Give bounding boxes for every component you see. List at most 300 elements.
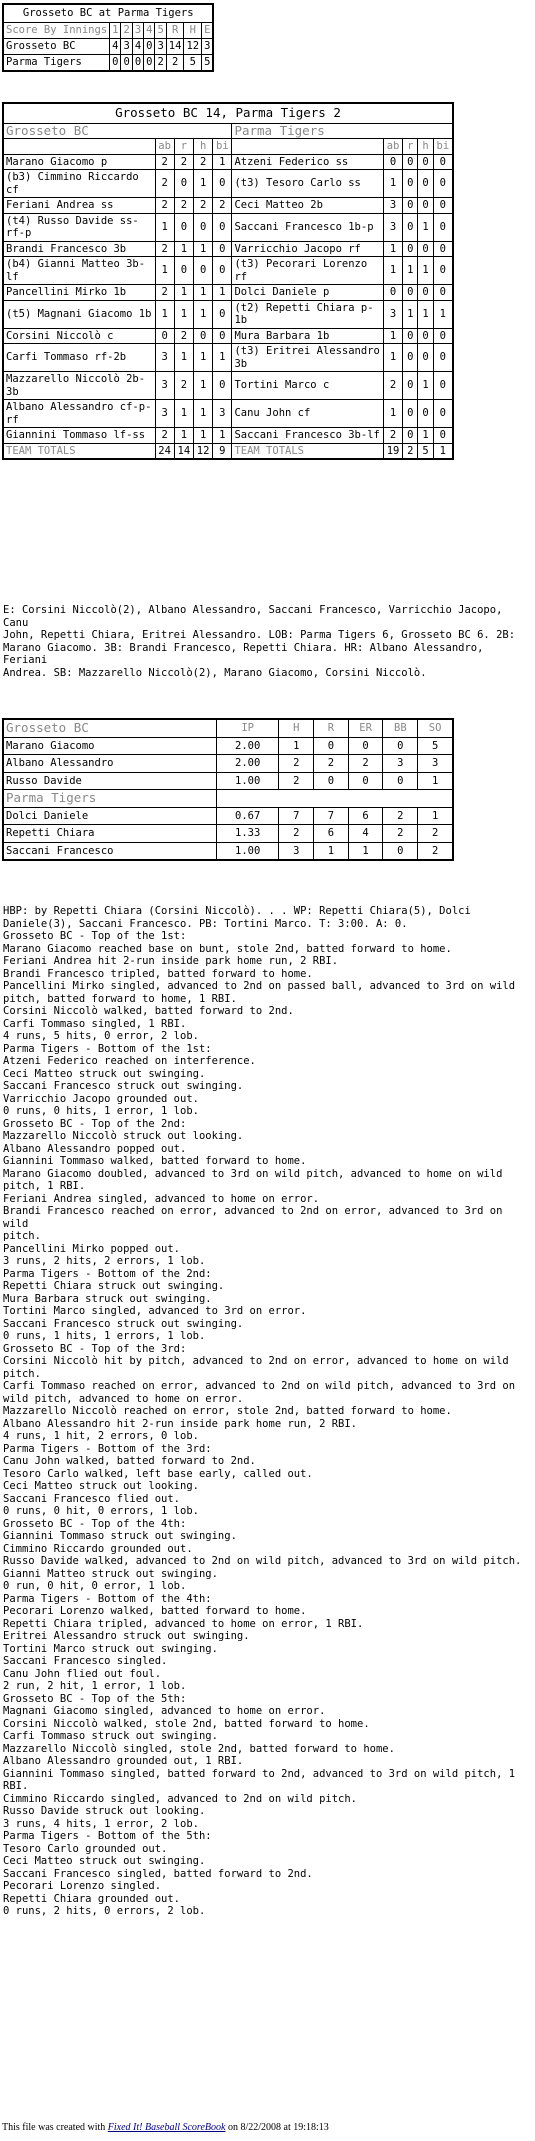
away-stat: 1 bbox=[193, 400, 212, 428]
pbp-line: Mazzarello Niccolò struck out looking. bbox=[3, 1130, 244, 1142]
pitching-stat: 1 bbox=[348, 842, 383, 860]
pbp-line: 3 runs, 4 hits, 1 error, 2 lob. bbox=[3, 1817, 199, 1830]
pbp-line: Parma Tigers - Bottom of the 1st: bbox=[3, 1042, 212, 1055]
home-stat: 0 bbox=[433, 198, 453, 214]
pbp-line: Russo Davide struck out looking. bbox=[3, 1805, 206, 1817]
pbp-line: Repetti Chiara tripled, advanced to home on error, 1 RBI. bbox=[3, 1617, 364, 1630]
pitching-stat: 1 bbox=[279, 737, 314, 755]
pitching-stat: 2 bbox=[279, 755, 314, 773]
pbp-line: HBP: by Repetti Chiara (Corsini Niccolò). . . WP: Repetti Chiara(5), Dolci bbox=[3, 905, 471, 917]
pitching-table bbox=[2, 718, 454, 861]
home-stat: 0 bbox=[418, 198, 433, 214]
pitching-stat: 0 bbox=[314, 737, 349, 755]
team-total-h: 12 bbox=[184, 39, 202, 55]
pitching-stat: 2 bbox=[279, 772, 314, 790]
pbp-line: Corsini Niccolò hit by pitch, advanced to 2nd on error, advanced to home on wild bbox=[3, 1355, 509, 1367]
pbp-line: Feriani Andrea hit 2-run inside park home run, 2 RBI. bbox=[3, 955, 339, 967]
home-stat: 0 bbox=[418, 241, 433, 257]
pitching-stat: 0 bbox=[383, 737, 418, 755]
home-stat: 0 bbox=[403, 154, 418, 170]
home-stat: 0 bbox=[403, 241, 418, 257]
pbp-line: Saccani Francesco flied out. bbox=[3, 1492, 181, 1505]
pbp-line: Carfi Tommaso reached on error, advanced to 2nd on wild pitch, advanced to 3rd on bbox=[3, 1380, 516, 1392]
blank-header bbox=[232, 139, 383, 155]
away-stat: 2 bbox=[155, 170, 174, 198]
pbp-line: Saccani Francesco singled. bbox=[3, 1655, 168, 1667]
pbp-line: Mazzarello Niccolò reached on error, stole 2nd, batted forward to home. bbox=[3, 1405, 452, 1417]
pitching-row bbox=[3, 825, 453, 843]
box-score-table bbox=[2, 102, 454, 460]
pitching-stat: 0 bbox=[383, 842, 418, 860]
inning-header: 3 bbox=[132, 23, 143, 39]
away-stat: 0 bbox=[193, 257, 212, 285]
home-team-heading: Parma Tigers bbox=[232, 123, 453, 139]
pitching-stat: 3 bbox=[279, 842, 314, 860]
away-stat: 3 bbox=[155, 344, 174, 372]
pitching-row bbox=[3, 772, 453, 790]
pitching-stat: 2 bbox=[348, 755, 383, 773]
pitcher-name: Repetti Chiara bbox=[3, 825, 216, 843]
home-stat: 0 bbox=[403, 328, 418, 344]
pbp-line: 0 runs, 0 hit, 0 errors, 1 lob. bbox=[3, 1505, 199, 1517]
pbp-line: 3 runs, 2 hits, 2 errors, 1 lob. bbox=[3, 1255, 206, 1267]
away-stat: 0 bbox=[213, 241, 232, 257]
home-player: (t3) Eritrei Alessandro 3b bbox=[232, 344, 383, 372]
away-stat: 2 bbox=[155, 198, 174, 214]
pitching-stat: 2 bbox=[314, 755, 349, 773]
away-stat: 1 bbox=[174, 344, 193, 372]
team-name: Grosseto BC bbox=[3, 39, 110, 55]
linescore-row bbox=[3, 55, 213, 72]
home-player: (t3) Pecorari Lorenzo rf bbox=[232, 257, 383, 285]
pbp-line: pitch. bbox=[3, 1367, 41, 1380]
home-stat: 0 bbox=[418, 400, 433, 428]
away-stat: 2 bbox=[155, 428, 174, 444]
home-stat: 1 bbox=[418, 213, 433, 241]
pbp-line: Saccani Francesco singled, batted forward to 2nd. bbox=[3, 1867, 313, 1880]
stat-header: h bbox=[193, 139, 212, 155]
home-stat: 1 bbox=[383, 170, 402, 198]
pitching-stat: 0 bbox=[348, 737, 383, 755]
pbp-line: Tesoro Carlo walked, left base early, called out. bbox=[3, 1467, 313, 1480]
away-stat: 1 bbox=[155, 257, 174, 285]
stat-header: h bbox=[418, 139, 433, 155]
pbp-line: pitch, batted forward to home, 1 RBI. bbox=[3, 992, 237, 1005]
box-row bbox=[3, 213, 453, 241]
pbp-line: Tesoro Carlo grounded out. bbox=[3, 1842, 168, 1855]
away-stat: 1 bbox=[213, 154, 232, 170]
pitching-stat: 1 bbox=[418, 807, 453, 825]
away-stat: 0 bbox=[213, 328, 232, 344]
total-header: H bbox=[184, 23, 202, 39]
pitcher-name: Dolci Daniele bbox=[3, 807, 216, 825]
pitching-row bbox=[3, 807, 453, 825]
box-row bbox=[3, 300, 453, 328]
home-stat: 0 bbox=[403, 372, 418, 400]
home-stat: 1 bbox=[383, 241, 402, 257]
stat-header: r bbox=[174, 139, 193, 155]
inning-runs: 0 bbox=[144, 55, 155, 72]
team-total-r: 14 bbox=[166, 39, 184, 55]
pbp-line: Corsini Niccolò walked, batted forward to 2nd. bbox=[3, 1005, 294, 1017]
home-stat: 1 bbox=[383, 328, 402, 344]
home-stat: 1 bbox=[383, 344, 402, 372]
inning-header: 4 bbox=[144, 23, 155, 39]
home-stat: 0 bbox=[403, 344, 418, 372]
pitching-stat: 1.33 bbox=[216, 825, 279, 843]
away-stat: 0 bbox=[174, 170, 193, 198]
home-stat: 0 bbox=[403, 170, 418, 198]
pbp-line: Saccani Francesco struck out swinging. bbox=[3, 1317, 244, 1330]
pitching-team-name: Parma Tigers bbox=[3, 790, 216, 808]
home-player: (t2) Repetti Chiara p-1b bbox=[232, 300, 383, 328]
pbp-line: Ceci Matteo struck out swinging. bbox=[3, 1067, 206, 1080]
away-stat: 2 bbox=[174, 154, 193, 170]
pitching-stat-header: R bbox=[314, 719, 349, 737]
home-stat: 0 bbox=[433, 170, 453, 198]
pitching-spacer bbox=[216, 790, 453, 808]
away-stat: 2 bbox=[213, 198, 232, 214]
pbp-line: Parma Tigers - Bottom of the 4th: bbox=[3, 1592, 212, 1605]
away-totals-label: TEAM TOTALS bbox=[3, 443, 155, 459]
home-stat: 0 bbox=[433, 257, 453, 285]
home-stat: 0 bbox=[433, 372, 453, 400]
away-stat: 1 bbox=[174, 428, 193, 444]
pbp-line: 2 run, 2 hit, 1 error, 1 lob. bbox=[3, 1680, 187, 1692]
away-stat: 0 bbox=[213, 300, 232, 328]
blank-header bbox=[3, 139, 155, 155]
home-player: Saccani Francesco 1b-p bbox=[232, 213, 383, 241]
away-stat: 1 bbox=[155, 300, 174, 328]
scorebook-link[interactable]: Fixed It! Baseball ScoreBook bbox=[107, 2122, 226, 2133]
away-stat: 0 bbox=[174, 213, 193, 241]
home-stat: 2 bbox=[383, 428, 402, 444]
away-player: (t5) Magnani Giacomo 1b bbox=[3, 300, 155, 328]
away-stat: 2 bbox=[155, 154, 174, 170]
home-player: Varricchio Jacopo rf bbox=[232, 241, 383, 257]
away-player: (b3) Cimmino Riccardo cf bbox=[3, 170, 155, 198]
pitching-stat: 2.00 bbox=[216, 755, 279, 773]
footer-suffix: on 8/22/2008 at 19:18:13 bbox=[225, 2122, 329, 2133]
pitching-stat-header: BB bbox=[383, 719, 418, 737]
pbp-line: Giannini Tommaso walked, batted forward to home. bbox=[3, 1155, 307, 1167]
away-stat: 1 bbox=[155, 213, 174, 241]
home-player: Tortini Marco c bbox=[232, 372, 383, 400]
home-stat: 0 bbox=[403, 428, 418, 444]
pitching-stat: 7 bbox=[279, 807, 314, 825]
pitching-stat: 0.67 bbox=[216, 807, 279, 825]
away-stat: 2 bbox=[193, 154, 212, 170]
pbp-line: Brandi Francesco tripled, batted forward to home. bbox=[3, 967, 313, 980]
away-stat: 1 bbox=[174, 285, 193, 301]
notes-line: Andrea. SB: Mazzarello Niccolò(2), Marano Giacomo, Corsini Niccolò. bbox=[3, 666, 427, 679]
pitching-row bbox=[3, 755, 453, 773]
home-player: Dolci Daniele p bbox=[232, 285, 383, 301]
team-name: Parma Tigers bbox=[3, 55, 110, 72]
pitching-stat-header: H bbox=[279, 719, 314, 737]
home-stat: 1 bbox=[433, 300, 453, 328]
pbp-line: Grosseto BC - Top of the 5th: bbox=[3, 1692, 187, 1705]
pbp-line: Gianni Matteo struck out swinging. bbox=[3, 1567, 218, 1580]
away-stat: 2 bbox=[174, 372, 193, 400]
stat-header: bi bbox=[433, 139, 453, 155]
linescore-title: Grosseto BC at Parma Tigers bbox=[3, 4, 213, 23]
away-stat: 0 bbox=[174, 257, 193, 285]
away-player: Carfi Tommaso rf-2b bbox=[3, 344, 155, 372]
pitching-stat-header: IP bbox=[216, 719, 279, 737]
away-player: Brandi Francesco 3b bbox=[3, 241, 155, 257]
inning-header: 2 bbox=[121, 23, 132, 39]
pbp-line: Marano Giacomo reached base on bunt, stole 2nd, batted forward to home. bbox=[3, 942, 452, 955]
pbp-line: wild pitch, advanced to home on error. bbox=[3, 1392, 244, 1405]
away-stat: 0 bbox=[213, 213, 232, 241]
notes-line: Marano Giacomo. 3B: Brandi Francesco, Repetti Chiara. HR: Albano Alessandro, Feriani bbox=[3, 641, 484, 666]
home-stat: 3 bbox=[383, 198, 402, 214]
away-player: Giannini Tommaso lf-ss bbox=[3, 428, 155, 444]
inning-header: 5 bbox=[155, 23, 166, 39]
home-stat: 1 bbox=[383, 400, 402, 428]
away-stat: 1 bbox=[213, 285, 232, 301]
pitching-stat: 7 bbox=[314, 807, 349, 825]
pbp-line: 4 runs, 5 hits, 0 error, 2 lob. bbox=[3, 1030, 199, 1042]
pbp-line: 0 runs, 1 hits, 1 errors, 1 lob. bbox=[3, 1330, 206, 1342]
pbp-line: Albano Alessandro grounded out, 1 RBI. bbox=[3, 1755, 244, 1767]
pitching-stat: 2 bbox=[418, 825, 453, 843]
away-stat: 1 bbox=[174, 241, 193, 257]
pitching-stat: 0 bbox=[383, 772, 418, 790]
pitching-stat: 1.00 bbox=[216, 842, 279, 860]
home-stat: 0 bbox=[403, 285, 418, 301]
box-row bbox=[3, 154, 453, 170]
box-row bbox=[3, 372, 453, 400]
pbp-line: Grosseto BC - Top of the 4th: bbox=[3, 1517, 187, 1530]
stat-header: bi bbox=[213, 139, 232, 155]
away-stat: 1 bbox=[193, 344, 212, 372]
home-player: Saccani Francesco 3b-lf bbox=[232, 428, 383, 444]
pbp-line: Ceci Matteo struck out swinging. bbox=[3, 1855, 206, 1867]
away-stat: 0 bbox=[213, 170, 232, 198]
pbp-line: 4 runs, 1 hit, 2 errors, 0 lob. bbox=[3, 1430, 199, 1442]
home-player: Atzeni Federico ss bbox=[232, 154, 383, 170]
pitching-row bbox=[3, 842, 453, 860]
pitching-stat: 4 bbox=[348, 825, 383, 843]
away-player: Pancellini Mirko 1b bbox=[3, 285, 155, 301]
pitching-stat: 0 bbox=[314, 772, 349, 790]
pbp-line: Magnani Giacomo singled, advanced to home on error. bbox=[3, 1705, 326, 1717]
away-stat: 0 bbox=[213, 257, 232, 285]
box-row bbox=[3, 428, 453, 444]
box-row bbox=[3, 285, 453, 301]
team-total-e: 5 bbox=[202, 55, 214, 72]
away-stat: 0 bbox=[193, 213, 212, 241]
footer-prefix: This file was created with bbox=[2, 2122, 108, 2133]
pitching-stat: 2.00 bbox=[216, 737, 279, 755]
home-stat: 1 bbox=[418, 257, 433, 285]
total-header: E bbox=[202, 23, 214, 39]
away-player: (t4) Russo Davide ss-rf-p bbox=[3, 213, 155, 241]
home-stat: 0 bbox=[433, 344, 453, 372]
home-stat: 3 bbox=[383, 213, 402, 241]
home-stat: 1 bbox=[403, 300, 418, 328]
pbp-line: Cimmino Riccardo singled, advanced to 2nd on wild pitch. bbox=[3, 1792, 358, 1805]
away-stat: 3 bbox=[155, 400, 174, 428]
away-team-heading: Grosseto BC bbox=[3, 123, 232, 139]
pbp-line: Grosseto BC - Top of the 2nd: bbox=[3, 1117, 187, 1130]
notes-line: E: Corsini Niccolò(2), Albano Alessandro, Saccani Francesco, Varricchio Jacopo, Canu bbox=[3, 604, 503, 629]
pbp-line: 0 runs, 2 hits, 0 errors, 2 lob. bbox=[3, 1905, 206, 1917]
home-stat: 0 bbox=[433, 428, 453, 444]
away-stat: 2 bbox=[174, 198, 193, 214]
pbp-line: Varricchio Jacopo grounded out. bbox=[3, 1092, 199, 1105]
total-header: R bbox=[166, 23, 184, 39]
pbp-line: Canu John flied out foul. bbox=[3, 1667, 162, 1680]
stat-header: ab bbox=[155, 139, 174, 155]
pbp-line: 0 runs, 0 hits, 1 error, 1 lob. bbox=[3, 1105, 199, 1117]
pbp-line: Eritrei Alessandro struck out swinging. bbox=[3, 1630, 250, 1642]
home-player: Mura Barbara 1b bbox=[232, 328, 383, 344]
box-row bbox=[3, 170, 453, 198]
pbp-line: Carfi Tommaso singled, 1 RBI. bbox=[3, 1017, 187, 1030]
home-stat: 0 bbox=[383, 154, 402, 170]
inning-runs: 3 bbox=[155, 39, 166, 55]
away-total: 24 bbox=[155, 443, 174, 459]
home-stat: 0 bbox=[433, 400, 453, 428]
pitching-stat: 2 bbox=[279, 825, 314, 843]
home-stat: 0 bbox=[418, 154, 433, 170]
pbp-line: Marano Giacomo doubled, advanced to 3rd on wild pitch, advanced to home on wild bbox=[3, 1167, 503, 1180]
away-stat: 2 bbox=[155, 285, 174, 301]
pbp-line: Brandi Francesco reached on error, advanced to 2nd on error, advanced to 3rd on wild bbox=[3, 1205, 503, 1230]
away-player: (b4) Gianni Matteo 3b-lf bbox=[3, 257, 155, 285]
pbp-line: Parma Tigers - Bottom of the 3rd: bbox=[3, 1442, 212, 1455]
home-stat: 0 bbox=[403, 198, 418, 214]
home-stat: 1 bbox=[418, 428, 433, 444]
pitching-stat: 2 bbox=[418, 842, 453, 860]
inning-runs: 4 bbox=[132, 39, 143, 55]
pitching-stat: 2 bbox=[383, 807, 418, 825]
home-stat: 0 bbox=[418, 285, 433, 301]
linescore-table bbox=[2, 3, 214, 72]
pitching-stat: 3 bbox=[383, 755, 418, 773]
pbp-line: Feriani Andrea singled, advanced to home on error. bbox=[3, 1192, 320, 1205]
inning-runs: 2 bbox=[155, 55, 166, 72]
game-notes bbox=[3, 604, 533, 679]
away-stat: 1 bbox=[174, 300, 193, 328]
inning-runs: 0 bbox=[110, 55, 121, 72]
inning-runs: 4 bbox=[110, 39, 121, 55]
home-stat: 1 bbox=[403, 257, 418, 285]
inning-header: 1 bbox=[110, 23, 121, 39]
pbp-line: Atzeni Federico reached on interference. bbox=[3, 1055, 256, 1067]
pitching-stat: 2 bbox=[383, 825, 418, 843]
pbp-line: Giannini Tommaso struck out swinging. bbox=[3, 1530, 237, 1542]
away-stat: 2 bbox=[193, 198, 212, 214]
home-stat: 1 bbox=[418, 372, 433, 400]
home-player: Ceci Matteo 2b bbox=[232, 198, 383, 214]
away-stat: 0 bbox=[193, 328, 212, 344]
pitching-stat: 6 bbox=[314, 825, 349, 843]
away-total: 9 bbox=[213, 443, 232, 459]
away-stat: 1 bbox=[193, 241, 212, 257]
away-stat: 1 bbox=[193, 170, 212, 198]
away-total: 12 bbox=[193, 443, 212, 459]
home-stat: 0 bbox=[418, 328, 433, 344]
home-total: 2 bbox=[403, 443, 418, 459]
pitching-stat: 6 bbox=[348, 807, 383, 825]
pitching-stat: 5 bbox=[418, 737, 453, 755]
home-stat: 0 bbox=[403, 213, 418, 241]
pbp-line: pitch, 1 RBI. bbox=[3, 1180, 86, 1192]
home-stat: 3 bbox=[383, 300, 402, 328]
inning-runs: 3 bbox=[121, 39, 132, 55]
home-stat: 0 bbox=[383, 285, 402, 301]
home-stat: 1 bbox=[383, 257, 402, 285]
home-stat: 0 bbox=[433, 213, 453, 241]
pbp-line: Cimmino Riccardo grounded out. bbox=[3, 1542, 193, 1555]
home-stat: 2 bbox=[383, 372, 402, 400]
pbp-line: Repetti Chiara grounded out. bbox=[3, 1892, 181, 1905]
away-stat: 1 bbox=[213, 428, 232, 444]
pitching-team-name: Grosseto BC bbox=[3, 719, 216, 737]
pbp-line: Mazzarello Niccolò singled, stole 2nd, batted forward to home. bbox=[3, 1742, 395, 1755]
away-stat: 0 bbox=[155, 328, 174, 344]
pbp-line: Pecorari Lorenzo singled. bbox=[3, 1880, 162, 1892]
home-stat: 0 bbox=[433, 241, 453, 257]
home-stat: 1 bbox=[418, 300, 433, 328]
away-stat: 1 bbox=[193, 285, 212, 301]
pbp-line: Pancellini Mirko singled, advanced to 2nd on passed ball, advanced to 3rd on wild bbox=[3, 980, 516, 992]
pitching-stat: 3 bbox=[418, 755, 453, 773]
pbp-line: Pecorari Lorenzo walked, batted forward to home. bbox=[3, 1605, 307, 1617]
away-total: 14 bbox=[174, 443, 193, 459]
stat-header: ab bbox=[383, 139, 402, 155]
away-stat: 2 bbox=[174, 328, 193, 344]
pbp-line: Carfi Tommaso struck out swinging. bbox=[3, 1730, 218, 1742]
away-stat: 1 bbox=[174, 400, 193, 428]
away-stat: 1 bbox=[193, 300, 212, 328]
pitching-stat: 1 bbox=[418, 772, 453, 790]
home-stat: 0 bbox=[403, 400, 418, 428]
pbp-line: Albano Alessandro hit 2-run inside park home run, 2 RBI. bbox=[3, 1417, 358, 1430]
team-total-r: 2 bbox=[166, 55, 184, 72]
team-total-h: 5 bbox=[184, 55, 202, 72]
box-row bbox=[3, 241, 453, 257]
away-stat: 0 bbox=[213, 372, 232, 400]
inning-runs: 0 bbox=[144, 39, 155, 55]
pbp-line: Grosseto BC - Top of the 1st: bbox=[3, 930, 187, 942]
pitching-stat: 1.00 bbox=[216, 772, 279, 790]
away-player: Mazzarello Niccolò 2b-3b bbox=[3, 372, 155, 400]
pbp-line: Russo Davide walked, advanced to 2nd on wild pitch, advanced to 3rd on wild pitch. bbox=[3, 1555, 522, 1567]
pitching-stat-header: ER bbox=[348, 719, 383, 737]
home-total: 19 bbox=[383, 443, 402, 459]
home-stat: 0 bbox=[433, 328, 453, 344]
away-stat: 1 bbox=[193, 428, 212, 444]
pitching-stat: 1 bbox=[314, 842, 349, 860]
pbp-line: pitch. bbox=[3, 1230, 41, 1242]
home-total: 1 bbox=[433, 443, 453, 459]
box-row bbox=[3, 344, 453, 372]
notes-line: John, Repetti Chiara, Eritrei Alessandro. LOB: Parma Tigers 6, Grosseto BC 6. 2B: bbox=[3, 629, 516, 641]
home-stat: 0 bbox=[418, 170, 433, 198]
stat-header: r bbox=[403, 139, 418, 155]
away-stat: 3 bbox=[213, 400, 232, 428]
pbp-line: Ceci Matteo struck out looking. bbox=[3, 1480, 199, 1492]
pbp-line: Daniele(3), Saccani Francesco. PB: Tortini Marco. T: 3:00. A: 0. bbox=[3, 917, 408, 930]
pbp-line: Tortini Marco singled, advanced to 3rd on error. bbox=[3, 1305, 307, 1317]
home-stat: 0 bbox=[433, 285, 453, 301]
box-row bbox=[3, 400, 453, 428]
